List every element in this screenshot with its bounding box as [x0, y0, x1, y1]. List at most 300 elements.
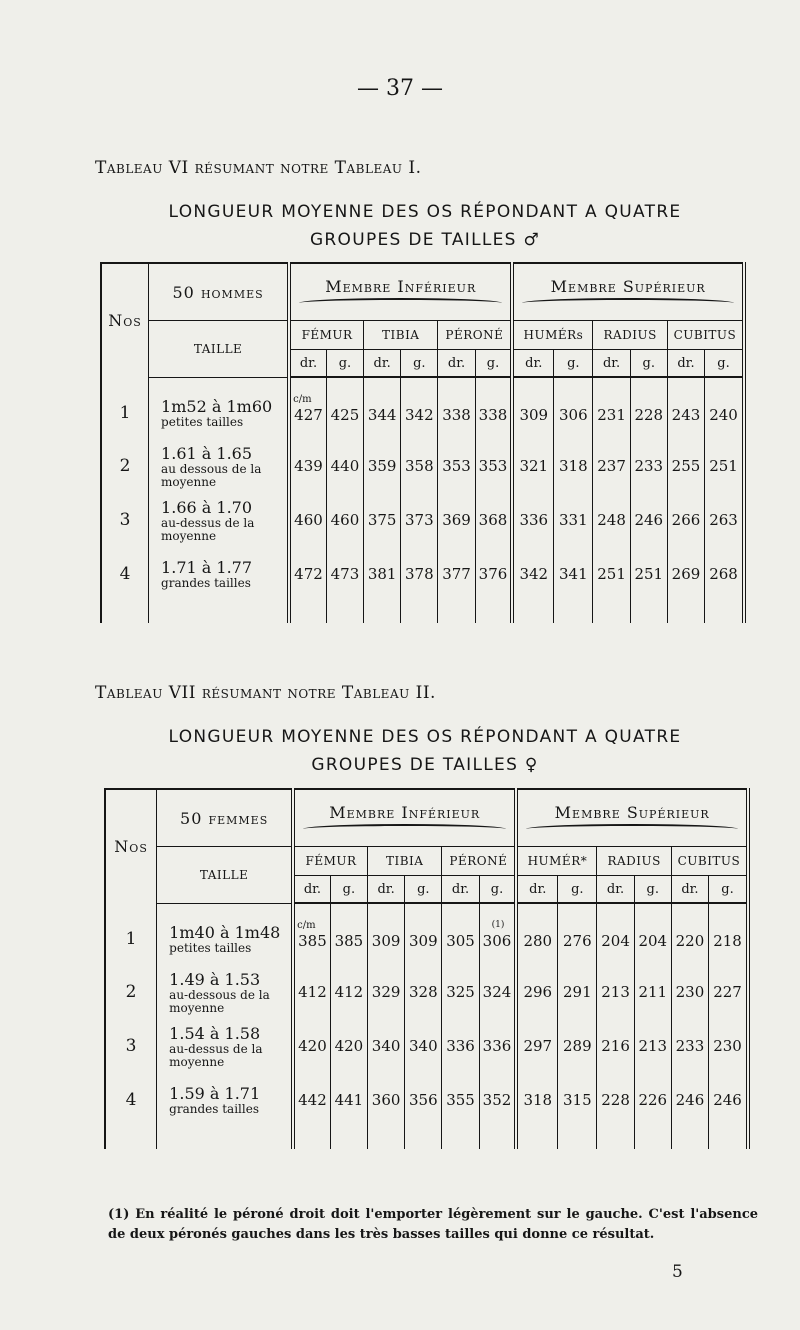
- table7-spacer: [635, 920, 671, 932]
- table6-row-range: 1.71 à 1.77: [161, 558, 253, 577]
- table7-taille-header: TAILLE: [157, 847, 293, 904]
- table7-bone-cubitus: CUBITUS: [671, 847, 748, 876]
- table6-value-cell: [630, 377, 667, 439]
- table7-value-cell: [516, 903, 557, 965]
- table7-value: 204: [638, 931, 668, 950]
- table7-value-cell: [405, 1073, 442, 1127]
- table6-table-row: [101, 377, 744, 439]
- table7-membre-inferieur-label: Membre Inférieur: [329, 802, 481, 822]
- table6-value-cell: [438, 493, 475, 547]
- table6-value-cell: [289, 547, 326, 601]
- table6-empty-cell: [438, 601, 475, 623]
- table6-value-cell: [475, 493, 512, 547]
- table7-value-cell: [405, 903, 442, 965]
- table7-value: 420: [334, 1037, 364, 1055]
- table6-empty-cell: [401, 601, 438, 623]
- table6-row-range: 1.66 à 1.70: [161, 497, 253, 517]
- table7-value: 230: [675, 983, 705, 1001]
- table7-empty-cell: [709, 1127, 748, 1149]
- table7-value-cell: [368, 903, 405, 965]
- table6-value-cell: [289, 493, 326, 547]
- table7-value-cell: [368, 1019, 405, 1073]
- table7-value-cell: [479, 965, 516, 1019]
- table6-heading-line2: [0, 226, 800, 254]
- table7-value: 306: [482, 931, 512, 950]
- table6-value: 381: [367, 565, 397, 583]
- table7-value-cell: [405, 1019, 442, 1073]
- table6-value-cell: [554, 439, 593, 493]
- table6-value: 338: [478, 405, 508, 424]
- table7-value-cell: [558, 1073, 597, 1127]
- table7-value: 230: [713, 1037, 742, 1055]
- table6-empty-cell: [326, 601, 363, 623]
- table6-value: 263: [709, 511, 738, 529]
- table7-value-cell: [330, 1073, 367, 1127]
- table6-value-cell: [630, 493, 667, 547]
- table6-value: 331: [559, 511, 588, 529]
- table6-value: 472: [294, 565, 323, 583]
- table6-value-cell: [593, 439, 630, 493]
- table7-value-cell: [293, 1019, 330, 1073]
- table7-row-number: 2: [105, 965, 157, 1019]
- table6-row-number: 2: [101, 439, 149, 493]
- table6-value: 321: [519, 457, 549, 475]
- table6-value-cell: [475, 377, 512, 439]
- table7-value-cell: [634, 903, 671, 965]
- table6-side-g: g.: [326, 350, 363, 378]
- table6-spacer: [438, 394, 474, 406]
- table6-value-cell: [289, 377, 326, 439]
- table7-value: 213: [638, 1037, 668, 1055]
- table6-spacer: [327, 394, 363, 406]
- table7-value-cell: [479, 1019, 516, 1073]
- table7-value: 218: [713, 931, 742, 950]
- table6-value-cell: [705, 493, 744, 547]
- table6-value: 377: [442, 565, 471, 583]
- table6-value: 440: [330, 457, 360, 475]
- table6-value: 251: [634, 565, 664, 583]
- table6-value: 376: [478, 565, 508, 583]
- table6-value-cell: [401, 377, 438, 439]
- brace-icon: [299, 298, 502, 308]
- table7-value-cell: [479, 1073, 516, 1127]
- signature-mark: 5: [672, 1262, 683, 1282]
- table6-row-taille: [149, 493, 290, 547]
- table6-value-cell: [512, 547, 553, 601]
- table6-value: 268: [709, 565, 738, 583]
- table6-value: 359: [367, 457, 397, 475]
- table6-value: 341: [559, 565, 588, 583]
- table6-value-cell: [512, 439, 553, 493]
- table7-value: 340: [409, 1037, 438, 1055]
- table6-caption-rest: VI résumant notre Tableau I.: [162, 158, 422, 178]
- table7-table-row: [105, 965, 748, 1019]
- table6-value-cell: [326, 493, 363, 547]
- table7-value: 276: [563, 931, 592, 950]
- table7-heading-line2-text: GROUPES DE TAILLES: [311, 755, 519, 775]
- table7-value: 325: [446, 983, 475, 1001]
- table7-caption-rest: VII résumant notre Tableau II.: [162, 683, 436, 703]
- table7-side-dr: dr.: [293, 876, 330, 904]
- table6-value: 427: [294, 405, 323, 424]
- table6-membre-superieur: [512, 263, 744, 321]
- table6-value-cell: [438, 547, 475, 601]
- table7-value: 328: [409, 983, 438, 1001]
- table7-row-taille: [157, 1019, 293, 1073]
- table7-value-cell: [516, 965, 557, 1019]
- table6-value-cell: [401, 439, 438, 493]
- table6-group-header: 50 hommes: [149, 263, 290, 321]
- table7-row-description: au-dessous de la moyenne: [169, 987, 270, 1015]
- table7-value-cell: [671, 1073, 708, 1127]
- table7-value: 246: [713, 1091, 742, 1109]
- table7-value-cell: [479, 903, 516, 965]
- table6-empty-cell: [149, 601, 290, 623]
- table7-side-dr: dr.: [597, 876, 634, 904]
- table7-value-cell: [330, 903, 367, 965]
- table7-caption: [95, 683, 436, 703]
- table6-value: 338: [442, 405, 471, 424]
- table6-value: 306: [559, 405, 588, 424]
- table6-value-cell: [667, 547, 704, 601]
- table6-value: 375: [367, 511, 397, 529]
- table7-row-description: petites tailles: [169, 941, 252, 956]
- table6-value-cell: [512, 377, 553, 439]
- table6-side-g: g.: [705, 350, 744, 378]
- table6-side-dr: dr.: [438, 350, 475, 378]
- table7-footnote-mark: (1): [491, 919, 505, 930]
- table7-side-dr: dr.: [516, 876, 557, 904]
- table7-row-description: au-dessus de la moyenne: [169, 1041, 263, 1069]
- table7-value-cell: [368, 965, 405, 1019]
- table6-value-cell: [326, 439, 363, 493]
- table6-side-dr: dr.: [593, 350, 630, 378]
- table6-value: 269: [671, 565, 701, 583]
- table7-side-g: g.: [709, 876, 748, 904]
- table6-spacer: [668, 394, 704, 406]
- table6-value: 378: [405, 565, 434, 583]
- table7-value: 309: [409, 931, 438, 950]
- table6-row-description: au-dessus de la moyenne: [161, 515, 255, 543]
- table7-table-row: [105, 1073, 748, 1127]
- table7-value-cell: [634, 1019, 671, 1073]
- table6-side-g: g.: [554, 350, 593, 378]
- table7-empty-cell: [293, 1127, 330, 1149]
- table6-value-cell: [630, 547, 667, 601]
- table7-value: 441: [334, 1091, 364, 1109]
- table7-empty-cell: [671, 1127, 708, 1149]
- table6-value: 439: [294, 457, 323, 475]
- table7-value: 412: [298, 983, 327, 1001]
- table7-value: 318: [523, 1091, 553, 1109]
- table6-value-cell: [364, 439, 401, 493]
- table6-row-description: petites tailles: [161, 415, 244, 430]
- table6-side-g: g.: [630, 350, 667, 378]
- table6-empty-cell: [554, 601, 593, 623]
- table7-value-cell: [368, 1073, 405, 1127]
- table7-spacer: [331, 920, 367, 932]
- table7-heading-line1: LONGUEUR MOYENNE DES OS RÉPONDANT A QUATRE: [168, 727, 682, 747]
- table6-unit-label: c/m: [293, 393, 312, 405]
- table6-membre-inferieur-label: Membre Inférieur: [325, 276, 477, 296]
- table7-value: 336: [446, 1037, 475, 1055]
- table6-value-cell: [593, 377, 630, 439]
- table6-value-cell: [512, 493, 553, 547]
- table6-value-cell: [438, 377, 475, 439]
- table6-value: 251: [709, 457, 738, 475]
- table6-row-number: 3: [101, 493, 149, 547]
- table7-value-cell: [634, 1073, 671, 1127]
- table7-row-range: 1.54 à 1.58: [169, 1023, 261, 1043]
- table7-table-row-spacer: [105, 1127, 748, 1149]
- table6-spacer: [554, 394, 592, 406]
- table7-empty-cell: [405, 1127, 442, 1149]
- table7-empty-cell: [558, 1127, 597, 1149]
- table6-taille-header: TAILLE: [149, 321, 290, 378]
- table7-row-number: 3: [105, 1019, 157, 1073]
- table7-table-row: [105, 1019, 748, 1073]
- table7-empty-cell: [442, 1127, 479, 1149]
- table6-value-cell: [705, 439, 744, 493]
- table7-value: 227: [713, 983, 742, 1001]
- table7-value-cell: [293, 1073, 330, 1127]
- table6-value-cell: [401, 493, 438, 547]
- table7-value: 336: [482, 1037, 512, 1055]
- table7-value-cell: [558, 965, 597, 1019]
- table6-value-cell: [630, 439, 667, 493]
- table6-value: 246: [634, 511, 664, 529]
- table7-row-number: 1: [105, 903, 157, 965]
- table6-spacer: [631, 394, 667, 406]
- table7-value: 213: [601, 983, 630, 1001]
- table7-side-g: g.: [479, 876, 516, 904]
- table7-value: 420: [298, 1037, 327, 1055]
- table6-value: 237: [597, 457, 626, 475]
- table6-empty-cell: [593, 601, 630, 623]
- table6-value: 228: [634, 405, 664, 424]
- table6-bone-cubitus: CUBITUS: [667, 321, 744, 350]
- table6-value-cell: [554, 547, 593, 601]
- table7-value: 385: [298, 931, 327, 950]
- table7-value: 412: [334, 983, 364, 1001]
- table7-value-cell: [671, 1019, 708, 1073]
- table6-value-cell: [475, 547, 512, 601]
- brace-icon: [522, 298, 734, 308]
- table6-value: 353: [442, 457, 471, 475]
- table7-value: 233: [675, 1037, 705, 1055]
- table7-value: 324: [482, 983, 512, 1001]
- table7-bone-radius: RADIUS: [597, 847, 671, 876]
- table7-value: 211: [638, 983, 668, 1001]
- table7-value: 340: [371, 1037, 401, 1055]
- table7-value-cell: [293, 965, 330, 1019]
- table7-value: 356: [409, 1091, 438, 1109]
- table6-empty-cell: [630, 601, 667, 623]
- table6-caption: [95, 158, 422, 178]
- table7-side-dr: dr.: [368, 876, 405, 904]
- table6-value: 425: [330, 405, 360, 424]
- male-symbol-icon: ♂: [523, 230, 541, 250]
- table7-value: 315: [563, 1091, 592, 1109]
- table7-spacer: [368, 920, 404, 932]
- table7-value-cell: [442, 1073, 479, 1127]
- table6-value: 373: [405, 511, 434, 529]
- table7-value: 280: [523, 931, 553, 950]
- table6-row-number: 4: [101, 547, 149, 601]
- table6-row-taille: [149, 547, 290, 601]
- table7-value: 329: [371, 983, 401, 1001]
- table6-bone-perone: PÉRONÉ: [438, 321, 512, 350]
- table7-bone-humerus: HUMÉR*: [516, 847, 597, 876]
- table7-row-number: 4: [105, 1073, 157, 1127]
- table6-empty-cell: [667, 601, 704, 623]
- table7-value: 355: [446, 1091, 475, 1109]
- table6-value: 369: [442, 511, 471, 529]
- table7-empty-cell: [157, 1127, 293, 1149]
- table7-side-g: g.: [634, 876, 671, 904]
- table6-value-cell: [667, 493, 704, 547]
- table7-caption-prefix: Tableau: [95, 683, 163, 703]
- table6-value: 318: [559, 457, 588, 475]
- table6: [100, 262, 746, 623]
- table6-spacer: [705, 394, 742, 406]
- table6-row-description: grandes tailles: [161, 576, 251, 590]
- table6-membre-inferieur: [289, 263, 512, 321]
- table6-side-dr: dr.: [512, 350, 553, 378]
- table6-value-cell: [475, 439, 512, 493]
- table7-value: 289: [563, 1037, 592, 1055]
- table7-value: 385: [334, 931, 364, 950]
- table6-bone-tibia: TIBIA: [364, 321, 438, 350]
- table7-membre-superieur: [516, 789, 748, 847]
- table6-value: 460: [294, 511, 323, 529]
- table7-bone-perone: PÉRONÉ: [442, 847, 516, 876]
- table6-value-cell: [326, 547, 363, 601]
- table7-value-cell: [330, 965, 367, 1019]
- table6-side-g: g.: [401, 350, 438, 378]
- table6-row-number: 1: [101, 377, 149, 439]
- table7-empty-cell: [634, 1127, 671, 1149]
- table7-value-cell: [516, 1073, 557, 1127]
- table6-empty-cell: [705, 601, 744, 623]
- table7-value-cell: [558, 903, 597, 965]
- table7-value: 296: [523, 983, 553, 1001]
- table6-bone-humerus: HUMÉRs: [512, 321, 593, 350]
- table6-empty-cell: [475, 601, 512, 623]
- table7-empty-cell: [105, 1127, 157, 1149]
- table7-value-cell: [709, 1019, 748, 1073]
- table6-bone-radius: RADIUS: [593, 321, 667, 350]
- table7-spacer: [709, 920, 746, 932]
- table6-row-description: au dessous de la moyenne: [161, 461, 262, 489]
- table7-empty-cell: [597, 1127, 634, 1149]
- table7-value-cell: [442, 903, 479, 965]
- table7-empty-cell: [330, 1127, 367, 1149]
- table7-spacer: [558, 920, 596, 932]
- female-symbol-icon: ♀: [524, 755, 539, 775]
- table6-value: 344: [367, 405, 397, 424]
- table7-bone-femur: FÉMUR: [293, 847, 367, 876]
- table7-row-range: 1.59 à 1.71: [169, 1084, 261, 1103]
- table7-spacer: [518, 920, 557, 932]
- table6-value: 266: [671, 511, 701, 529]
- table6-value: 358: [405, 457, 434, 475]
- table7-value: 305: [446, 931, 475, 950]
- table7-value-cell: [405, 965, 442, 1019]
- table7-side-g: g.: [405, 876, 442, 904]
- table7-row-taille: [157, 1073, 293, 1127]
- table6-value: 460: [330, 511, 360, 529]
- table6-side-g: g.: [475, 350, 512, 378]
- table6-value: 368: [478, 511, 508, 529]
- table6-table-row: [101, 493, 744, 547]
- table7-side-dr: dr.: [671, 876, 708, 904]
- table7-spacer: [442, 920, 478, 932]
- table6-value: 473: [330, 565, 360, 583]
- table7-empty-cell: [516, 1127, 557, 1149]
- table6-row-range: 1.61 à 1.65: [161, 443, 253, 463]
- table7-value: 360: [371, 1091, 401, 1109]
- table7-spacer: [672, 920, 708, 932]
- table6-value-cell: [554, 377, 593, 439]
- table6-value: 248: [597, 511, 626, 529]
- table7-value-cell: [597, 965, 634, 1019]
- table6-value-cell: [364, 377, 401, 439]
- table7-value-cell: [634, 965, 671, 1019]
- table6-spacer: [401, 394, 437, 406]
- table6-spacer: [593, 394, 629, 406]
- table6-value-cell: [554, 493, 593, 547]
- table7-heading-line2: [0, 751, 800, 779]
- table6-value-cell: [401, 547, 438, 601]
- table6-side-dr: dr.: [289, 350, 326, 378]
- table7-value-cell: [597, 1073, 634, 1127]
- table6-value-cell: [593, 493, 630, 547]
- table7-empty-cell: [368, 1127, 405, 1149]
- table7-table-row: [105, 903, 748, 965]
- table7-spacer: [597, 920, 633, 932]
- table7-value-cell: [671, 903, 708, 965]
- table7-value-cell: [442, 1019, 479, 1073]
- table7-value: 226: [638, 1091, 668, 1109]
- table6-row-taille: [149, 439, 290, 493]
- table7-row-taille: [157, 903, 293, 965]
- table6-empty-cell: [101, 601, 149, 623]
- table7-value: 204: [601, 931, 630, 950]
- table6-value: 243: [671, 405, 701, 424]
- table6-spacer: [364, 394, 400, 406]
- table6-value: 309: [519, 405, 549, 424]
- table6-value-cell: [289, 439, 326, 493]
- table7-side-dr: dr.: [442, 876, 479, 904]
- table7: [104, 788, 750, 1149]
- brace-icon: [303, 824, 506, 834]
- table6-nos-header: Nos: [101, 263, 149, 377]
- table7-value-cell: [516, 1019, 557, 1073]
- table7-value: 220: [675, 931, 705, 950]
- footnote: (1) En réalité le péroné droit doit l'emporter légèrement sur le gauche. C'est l'absence de deux péronés gauches dans les très basses tailles qui donne ce résultat.: [108, 1207, 758, 1242]
- table6-value: 255: [671, 457, 701, 475]
- table6-value-cell: [364, 547, 401, 601]
- table6-value: 233: [634, 457, 664, 475]
- table6-side-dr: dr.: [667, 350, 704, 378]
- table7-value-cell: [293, 903, 330, 965]
- table7-value-cell: [597, 1019, 634, 1073]
- table7-row-range: 1.49 à 1.53: [169, 969, 261, 989]
- table7-value-cell: [709, 903, 748, 965]
- table7-membre-superieur-label: Membre Supérieur: [554, 802, 710, 822]
- table7-value-cell: [330, 1019, 367, 1073]
